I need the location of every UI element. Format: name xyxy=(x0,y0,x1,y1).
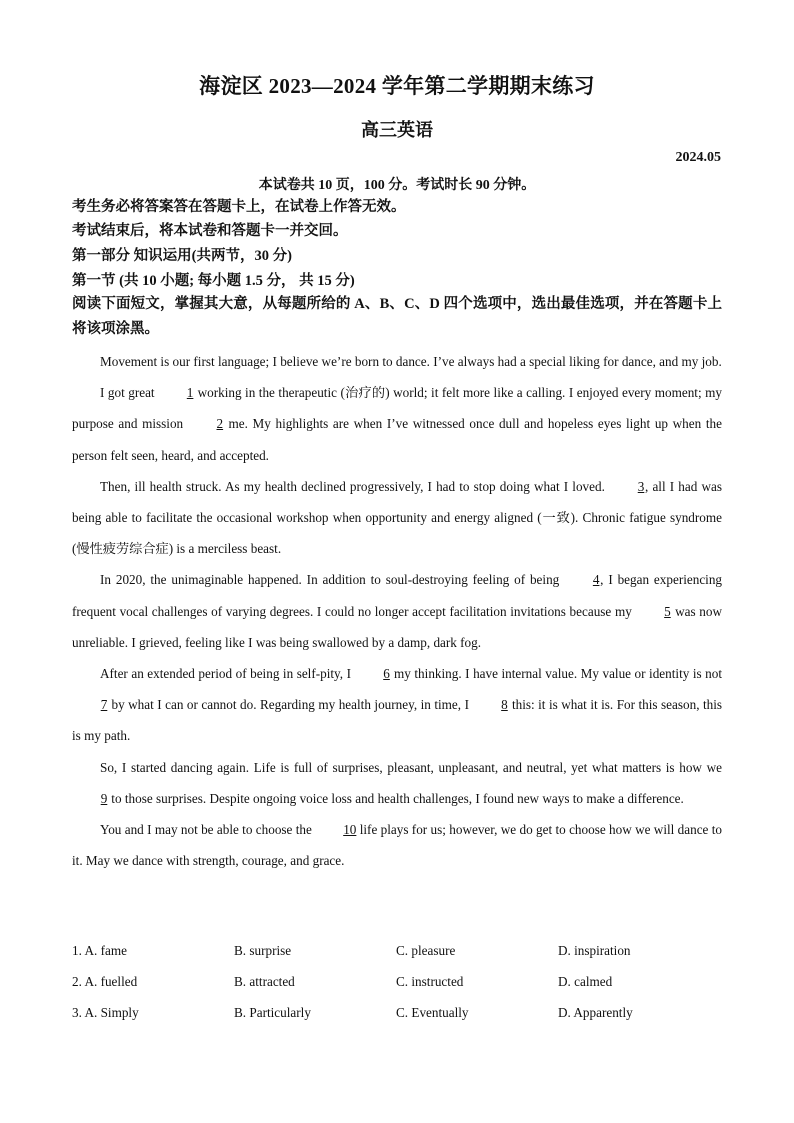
option-1b: B. surprise xyxy=(234,942,292,958)
instruction-2: 考试结束后，将本试卷和答题卡一并交回。 xyxy=(72,223,348,239)
section-heading: 第一部分 知识运用(共两节，30 分) xyxy=(72,248,292,264)
paragraph-2 xyxy=(72,377,722,471)
option-3b: B. Particularly xyxy=(234,1004,311,1020)
option-2d: D. calmed xyxy=(558,973,613,989)
blank-2: 2 xyxy=(216,416,224,432)
exam-info: 本试卷共 10 页，100 分。考试时长 90 分钟。 xyxy=(258,178,536,193)
option-1a: 1. A. fame xyxy=(72,942,127,958)
text: my thinking. I have internal value. My value or identity is not xyxy=(394,666,723,682)
option-3a: 3. A. Simply xyxy=(72,1004,139,1020)
option-3c: C. Eventually xyxy=(396,1004,469,1020)
question-3-options xyxy=(72,997,722,1028)
subsection-heading: 第一节 (共 10 小题; 每小题 1.5 分， 共 15 分) xyxy=(72,273,355,289)
paragraph-5 xyxy=(72,658,722,752)
option-2a: 2. A. fuelled xyxy=(72,973,138,989)
paragraph-1 xyxy=(72,346,722,377)
exam-date: 2024.05 xyxy=(675,150,721,165)
text: me. My highlights are when I’ve witnessed once dull and hopeless eyes light up when the person felt seen, heard, and accepted. xyxy=(72,416,722,463)
text: So, I started dancing again. Life is full of surprises, pleasant, unpleasant, and neutral, yet what matters is how we xyxy=(100,759,722,775)
paragraph-7 xyxy=(72,814,722,876)
text: After an extended period of being in self-pity, I xyxy=(100,666,351,682)
text: Then, ill health struck. As my health declined progressively, I had to stop doing what I loved. xyxy=(100,478,605,494)
question-1-options xyxy=(72,935,722,966)
question-2-options xyxy=(72,966,722,997)
paragraph-4 xyxy=(72,564,722,658)
task-directions: 阅读下面短文，掌握其大意，从每题所给的 A、B、C、D 四个选项中，选出最佳选项，并在答题卡上将该项涂黑。 xyxy=(72,296,722,337)
blank-7: 7 xyxy=(100,697,108,713)
option-1d: D. inspiration xyxy=(558,942,631,958)
exam-subtitle: 高三英语 xyxy=(361,120,433,140)
text: , I began experiencing frequent vocal challenges of varying degrees. I could no longer accept facilitation invitations because my xyxy=(72,572,723,619)
instruction-1: 考生务必将答案答在答题卡上，在试卷上作答无效。 xyxy=(72,199,406,215)
paragraph-3 xyxy=(72,471,722,565)
text: by what I can or cannot do. Regarding my health journey, in time, I xyxy=(111,697,469,713)
text: You and I may not be able to choose the xyxy=(100,822,312,838)
blank-9: 9 xyxy=(100,790,108,806)
blank-10: 10 xyxy=(343,822,357,838)
exam-title: 海淀区 2023—2024 学年第二学期期末练习 xyxy=(199,74,595,98)
cloze-passage xyxy=(72,346,722,876)
blank-6: 6 xyxy=(383,666,390,682)
option-2b: B. attracted xyxy=(234,973,295,989)
option-3d: D. Apparently xyxy=(558,1004,633,1020)
blank-1: 1 xyxy=(186,385,194,401)
text: working in the therapeutic (治疗的) world; it felt more like a calling. I enjoyed every moment; my purpose and mission xyxy=(72,385,722,432)
text: was now unreliable. I grieved, feeling like I was being swallowed by a damp, dark fog. xyxy=(72,603,722,650)
text: to those surprises. Despite ongoing voice loss and health challenges, I found new ways to make a difference. xyxy=(111,790,684,806)
blank-3: 3 xyxy=(637,478,645,494)
text: , all I had was being able to facilitate the occasional workshop when opportunity and energy aligned (一致). Chronic fatigue syndrome (慢性疲劳综合症) is a merciless beast. xyxy=(72,478,722,557)
blank-5: 5 xyxy=(664,603,671,619)
blank-8: 8 xyxy=(501,697,508,713)
text: In 2020, the unimaginable happened. In addition to soul-destroying feeling of being xyxy=(100,572,560,588)
option-1c: C. pleasure xyxy=(396,942,456,958)
text: I got great xyxy=(100,385,155,401)
blank-4: 4 xyxy=(592,572,600,588)
text: this: it is what it is. For this season, this is my path. xyxy=(72,697,723,744)
paragraph-6 xyxy=(72,752,722,814)
option-2c: C. instructed xyxy=(396,973,464,989)
text: Movement is our first language; I believe we’re born to dance. I’ve always had a special liking for dance, and my job. xyxy=(100,354,722,369)
text: life plays for us; however, we do get to choose how we will dance to it. May we dance with strength, courage, and grace. xyxy=(72,822,722,869)
